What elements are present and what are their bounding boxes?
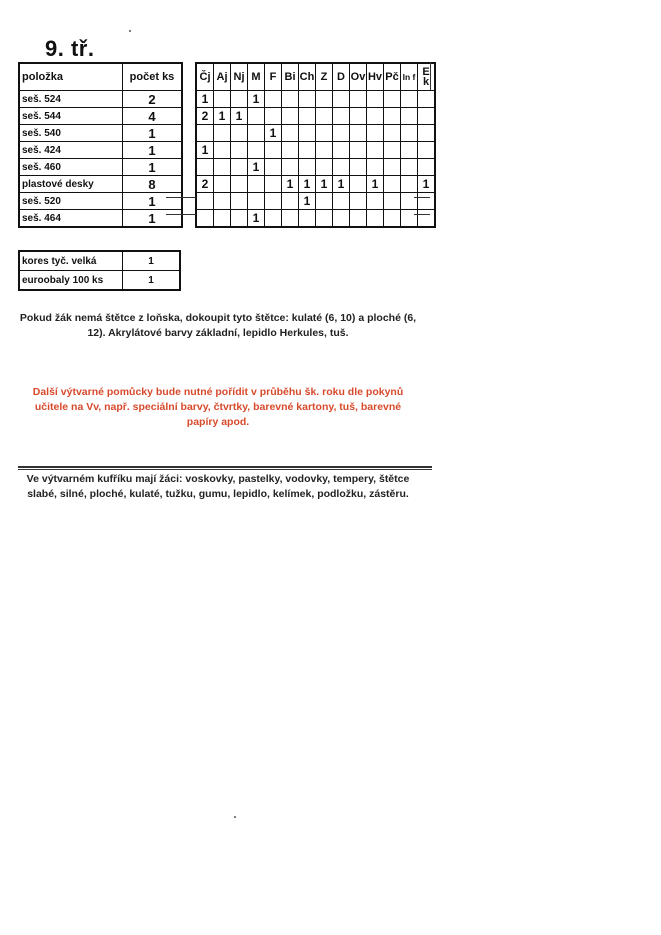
subject-cell — [248, 193, 265, 210]
subject-cell — [333, 210, 350, 228]
subject-cell — [248, 142, 265, 159]
subject-cell — [214, 91, 231, 108]
subject-cell — [299, 142, 316, 159]
table-row — [196, 91, 435, 108]
subject-cell — [231, 125, 248, 142]
subject-cell — [350, 142, 367, 159]
subject-header: Bi — [282, 63, 299, 91]
scan-speck — [234, 816, 236, 818]
subject-cell — [265, 193, 282, 210]
subject-cell — [384, 125, 401, 142]
subject-cell: 1 — [231, 108, 248, 125]
subject-cell — [265, 108, 282, 125]
extra-table — [18, 250, 181, 291]
subject-cell — [333, 142, 350, 159]
item-count: 1 — [123, 142, 183, 159]
items-table — [18, 62, 183, 228]
subject-cell — [384, 176, 401, 193]
table-row — [196, 108, 435, 125]
extra-item-name: euroobaly 100 ks — [19, 271, 123, 291]
items-header-row — [19, 63, 182, 91]
subject-cell — [265, 142, 282, 159]
extra-item-count: 1 — [123, 271, 181, 291]
scan-line — [414, 197, 430, 198]
subject-cell — [231, 142, 248, 159]
table-row — [196, 176, 435, 193]
subject-cell: 2 — [196, 108, 214, 125]
subject-cell — [214, 193, 231, 210]
item-count: 8 — [123, 176, 183, 193]
subject-cell: 1 — [214, 108, 231, 125]
table-row — [196, 193, 435, 210]
subject-cell — [282, 108, 299, 125]
item-name: seš. 460 — [19, 159, 123, 176]
subject-cell — [350, 108, 367, 125]
subject-cell — [333, 125, 350, 142]
subject-cell — [418, 142, 436, 159]
subject-cell: 1 — [282, 176, 299, 193]
subject-cell — [401, 176, 418, 193]
subject-cell — [282, 125, 299, 142]
subject-cell — [401, 210, 418, 228]
subject-cell — [316, 159, 333, 176]
subject-cell — [418, 193, 436, 210]
table-row — [19, 193, 182, 210]
subject-cell — [316, 210, 333, 228]
subject-cell — [299, 159, 316, 176]
subject-cell: 1 — [248, 91, 265, 108]
subject-cell: 1 — [316, 176, 333, 193]
subject-header: Ov — [350, 63, 367, 91]
subject-cell — [367, 193, 384, 210]
subject-cell — [384, 108, 401, 125]
subject-cell: 1 — [367, 176, 384, 193]
subject-cell — [196, 159, 214, 176]
subject-cell — [282, 91, 299, 108]
subject-header: In f — [401, 63, 418, 91]
divider — [18, 469, 432, 470]
subject-cell — [299, 91, 316, 108]
subject-body — [196, 91, 435, 228]
subject-cell — [231, 193, 248, 210]
subject-cell — [248, 108, 265, 125]
subject-cell — [350, 159, 367, 176]
subject-cell — [384, 159, 401, 176]
item-count: 1 — [123, 125, 183, 142]
subject-cell — [282, 142, 299, 159]
subject-cell — [214, 125, 231, 142]
subject-cell — [265, 159, 282, 176]
subject-cell — [333, 193, 350, 210]
subject-cell — [265, 91, 282, 108]
subject-cell: 1 — [265, 125, 282, 142]
subject-cell — [214, 176, 231, 193]
subject-cell — [196, 210, 214, 228]
subject-cell — [248, 176, 265, 193]
subject-cell — [214, 142, 231, 159]
item-name: seš. 544 — [19, 108, 123, 125]
header-item: položka — [19, 63, 123, 91]
item-name: plastové desky — [19, 176, 123, 193]
item-count: 1 — [123, 193, 183, 210]
subject-cell — [299, 210, 316, 228]
scan-line — [166, 197, 196, 198]
table-row — [19, 271, 180, 291]
subject-header: D — [333, 63, 350, 91]
subject-cell — [316, 193, 333, 210]
table-row — [19, 176, 182, 193]
subject-cell — [350, 210, 367, 228]
additional-supplies-note: Další výtvarné pomůcky bude nutné pořídit v průběhu šk. roku dle pokynů učitele na Vv, např. speciální barvy, čtvrtky, barevné kartony, tuš, barevné papíry apod. — [32, 386, 404, 428]
header-count: počet ks — [123, 63, 183, 91]
table-row — [19, 251, 180, 271]
subject-cell — [418, 125, 436, 142]
subject-cell: 1 — [418, 176, 436, 193]
subject-header: Ch — [299, 63, 316, 91]
subject-cell: 1 — [248, 159, 265, 176]
subject-cell — [231, 91, 248, 108]
subject-cell — [350, 193, 367, 210]
item-name: seš. 540 — [19, 125, 123, 142]
table-row — [196, 210, 435, 228]
subject-cell — [401, 159, 418, 176]
scan-speck — [129, 30, 131, 32]
subject-header: Pč — [384, 63, 401, 91]
subject-header: Nj — [231, 63, 248, 91]
table-row — [19, 142, 182, 159]
item-count: 1 — [123, 159, 183, 176]
subject-header: Z — [316, 63, 333, 91]
subject-cell — [367, 210, 384, 228]
subject-cell — [401, 91, 418, 108]
items-body — [19, 91, 182, 228]
subject-header-row — [196, 63, 435, 91]
subject-cell — [350, 91, 367, 108]
subject-cell — [214, 210, 231, 228]
subject-cell — [282, 159, 299, 176]
subject-header: E k — [418, 63, 436, 91]
extra-body — [19, 251, 180, 290]
subject-cell — [418, 210, 436, 228]
table-row — [196, 125, 435, 142]
subject-cell — [282, 210, 299, 228]
subject-cell — [231, 176, 248, 193]
divider — [18, 466, 432, 468]
subject-cell — [316, 108, 333, 125]
table-row — [196, 159, 435, 176]
subject-cell — [367, 108, 384, 125]
subject-cell — [367, 159, 384, 176]
item-name: seš. 424 — [19, 142, 123, 159]
table-row — [19, 159, 182, 176]
subject-cell: 2 — [196, 176, 214, 193]
subject-cell — [384, 91, 401, 108]
subject-cell — [231, 159, 248, 176]
scan-line — [430, 62, 431, 90]
table-row — [19, 91, 182, 108]
subject-cell — [350, 176, 367, 193]
item-count: 4 — [123, 108, 183, 125]
subject-cell: 1 — [333, 176, 350, 193]
subject-cell — [214, 159, 231, 176]
scan-line — [166, 214, 196, 215]
item-name: seš. 520 — [19, 193, 123, 210]
subject-cell — [401, 108, 418, 125]
subject-cell: 1 — [299, 193, 316, 210]
subject-cell — [367, 125, 384, 142]
subject-cell: 1 — [196, 142, 214, 159]
table-row — [19, 125, 182, 142]
subject-cell — [333, 159, 350, 176]
subject-cell — [367, 91, 384, 108]
brushes-note: Pokud žák nemá štětce z loňska, dokoupit tyto štětce: kulaté (6, 10) a ploché (6, 12). Akrylátové barvy základní, lepidlo Herkules, tuš. — [19, 312, 417, 339]
subject-cell — [418, 91, 436, 108]
extra-item-count: 1 — [123, 251, 181, 271]
table-row — [196, 142, 435, 159]
subject-header: M — [248, 63, 265, 91]
subject-cell — [316, 125, 333, 142]
subject-cell — [384, 142, 401, 159]
subject-cell — [384, 210, 401, 228]
item-count: 1 — [123, 210, 183, 228]
subject-cell — [333, 91, 350, 108]
subject-cell — [196, 125, 214, 142]
table-row — [19, 210, 182, 228]
subject-table — [195, 62, 436, 228]
subject-cell: 1 — [299, 176, 316, 193]
subject-cell — [231, 210, 248, 228]
table-row — [19, 108, 182, 125]
page-title: 9. tř. — [45, 36, 95, 61]
subject-cell — [401, 125, 418, 142]
subject-cell: 1 — [196, 91, 214, 108]
subject-header: F — [265, 63, 282, 91]
extra-item-name: kores tyč. velká — [19, 251, 123, 271]
item-name: seš. 524 — [19, 91, 123, 108]
subject-header: Hv — [367, 63, 384, 91]
subject-cell — [384, 193, 401, 210]
subject-header: Aj — [214, 63, 231, 91]
subject-cell — [316, 91, 333, 108]
subject-cell — [248, 125, 265, 142]
art-kit-note: Ve výtvarném kufříku mají žáci: voskovky, pastelky, vodovky, tempery, štětce slabé, silné, ploché, kulaté, tužku, gumu, lepidlo, kelímek, podložku, zástěru. — [26, 473, 410, 500]
subject-cell — [401, 142, 418, 159]
subject-cell — [418, 108, 436, 125]
subject-cell — [265, 176, 282, 193]
subject-cell — [418, 159, 436, 176]
item-count: 2 — [123, 91, 183, 108]
subject-cell — [350, 125, 367, 142]
subject-cell — [316, 142, 333, 159]
subject-cell — [299, 125, 316, 142]
scan-line — [414, 214, 430, 215]
item-name: seš. 464 — [19, 210, 123, 228]
subject-cell — [282, 193, 299, 210]
subject-cell — [333, 108, 350, 125]
subject-cell: 1 — [248, 210, 265, 228]
subject-cell — [265, 210, 282, 228]
subject-cell — [299, 108, 316, 125]
subject-cell — [401, 193, 418, 210]
subject-cell — [367, 142, 384, 159]
subject-cell — [196, 193, 214, 210]
subject-header: Čj — [196, 63, 214, 91]
